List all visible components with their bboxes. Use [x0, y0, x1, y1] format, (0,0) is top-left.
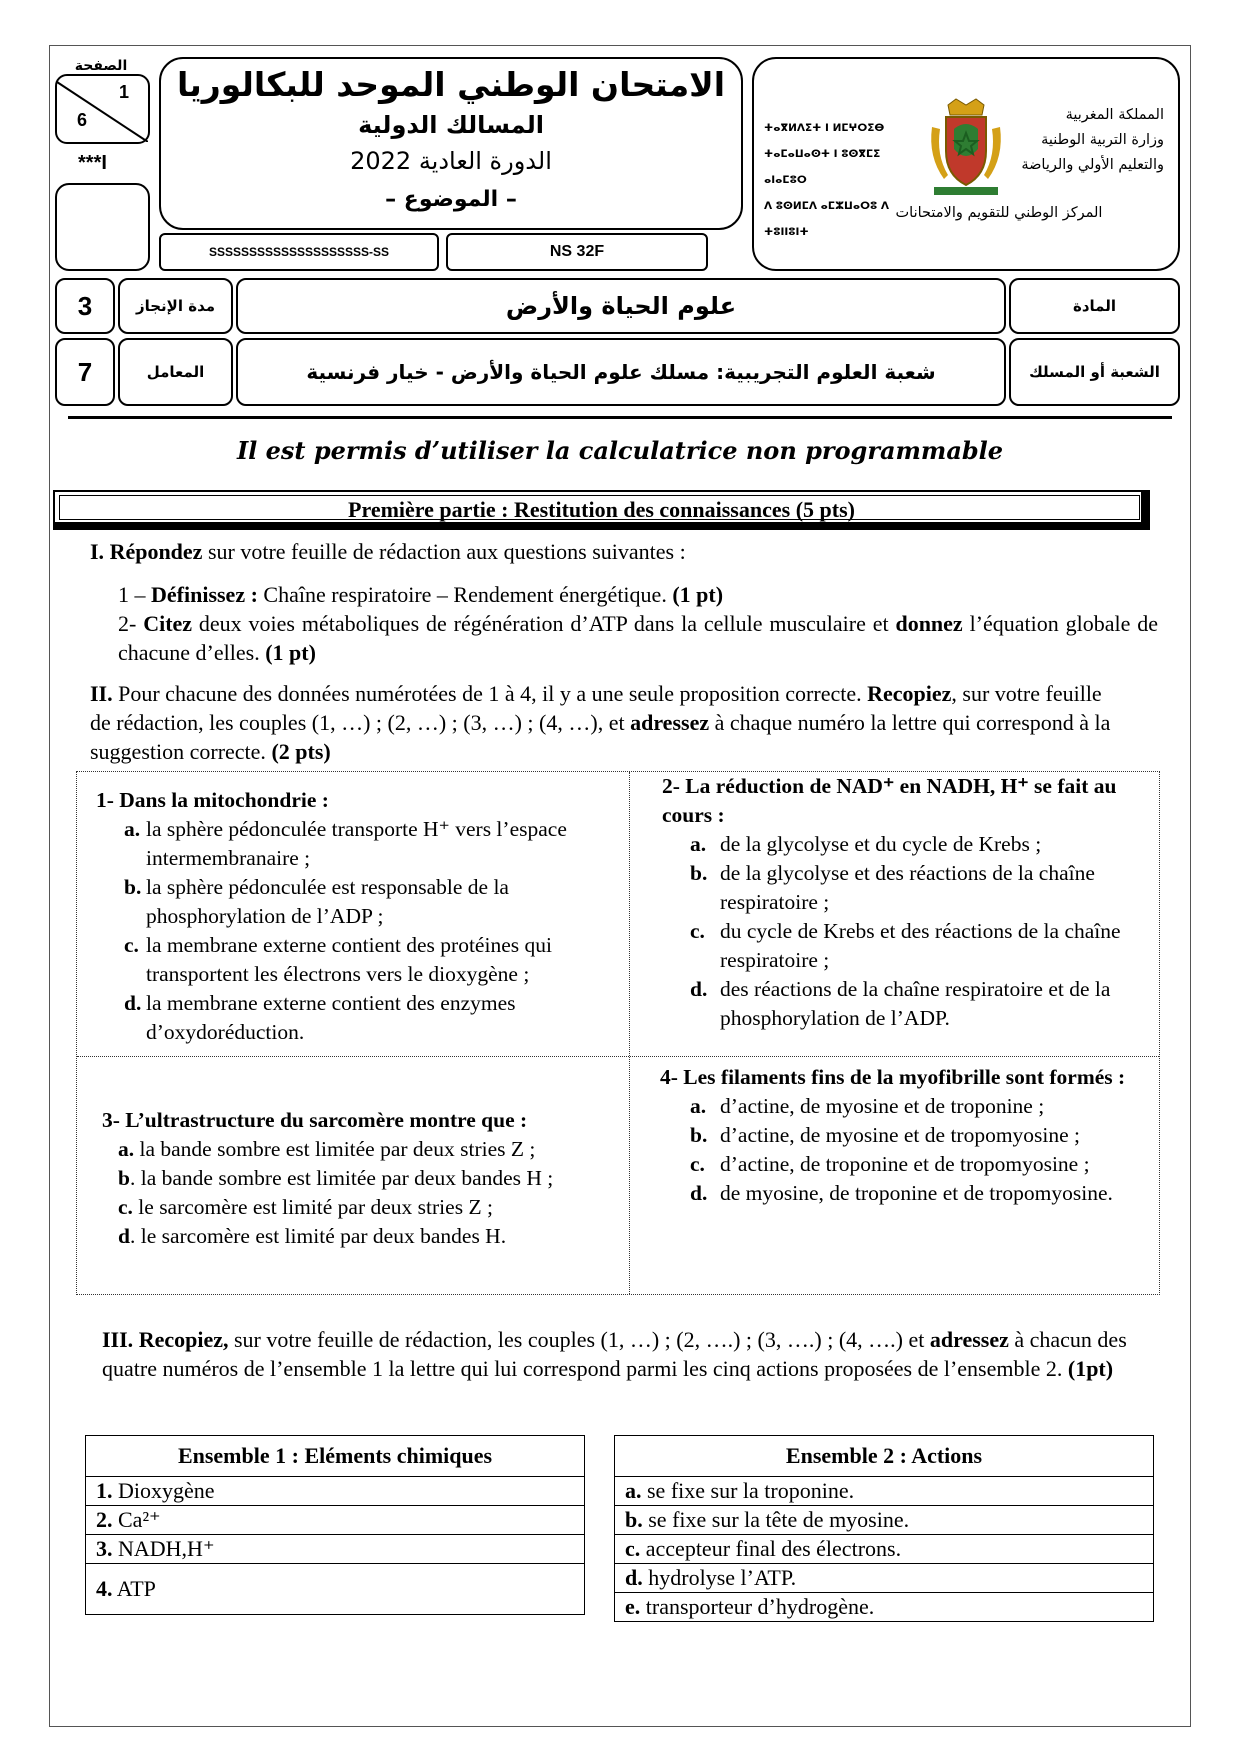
q2-intro: II. Pour chacune des données numérotées de 1 à 4, il y a une seule proposition correcte. Recopiez, sur votre feuille de rédaction, les couples (1, …) ; (2, …) ; (3, …) ; (4, …), et adressez à chaque numéro la lettre qui correspond à la suggestion correcte. (2 pts) — [90, 681, 1111, 764]
list-item: b. d’actine, de myosine et de tropomyosine ; — [690, 1123, 1081, 1147]
list-item: c. la membrane externe contient des protéines qui transportent les électrons vers le dioxygène ; — [124, 933, 552, 986]
list-item: c. d’actine, de troponine et de tropomyosine ; — [690, 1152, 1090, 1176]
q2-cell-1 — [96, 786, 626, 1047]
q2-cell-4-title: 4- Les filaments fins de la myofibrille sont formés : — [660, 1065, 1126, 1089]
q1-sub1: 1 – Définissez : Chaîne respiratoire – Rendement énergétique. (1 pt) — [118, 582, 724, 607]
q2-cell-2-title: 2- La réduction de NAD⁺ en NADH, H⁺ se fait au cours : — [662, 774, 1117, 827]
subject-name: علوم الحياة والأرض — [236, 278, 1006, 334]
ensemble-1-title: Ensemble 1 : Eléments chimiques — [86, 1436, 585, 1477]
list-item: b . la bande sombre est limitée par deux bandes H ; — [118, 1166, 554, 1190]
list-item: b. de la glycolyse et des réactions de la chaîne respiratoire ; — [690, 861, 1095, 914]
list-item: d. des réactions de la chaîne respiratoire et de la phosphorylation de l’ADP. — [690, 977, 1111, 1030]
q3-intro: III. Recopiez, sur votre feuille de rédaction, les couples (1, …) ; (2, ….) ; (3, ….) ; (4, ….) et adressez à chacun des quatre numéros de l’ensemble 1 la lettre qui lui correspond parmi les cinq actions proposées de l’ensemble 2. (1pt) — [102, 1327, 1127, 1381]
list-item: d. la membrane externe contient des enzymes d’oxydoréduction. — [124, 991, 516, 1044]
list-item: d . le sarcomère est limité par deux bandes H. — [118, 1224, 507, 1248]
code-left: SSSSSSSSSSSSSSSSSSSS-SS — [159, 233, 439, 271]
coef-value: 7 — [55, 338, 115, 406]
q2-cell-3-title: 3- L’ultrastructure du sarcomère montre que : — [102, 1108, 528, 1132]
table-row: d. hydrolyse l’ATP. — [615, 1564, 1154, 1593]
list-item: a. la sphère pédonculée transporte H⁺ vers l’espace intermembranaire ; — [124, 817, 567, 870]
ministry-box — [752, 57, 1180, 271]
stars-mark: ***I — [78, 152, 107, 174]
q1-intro: I. Répondez sur votre feuille de rédaction aux questions suivantes : — [90, 539, 686, 564]
q1-sub2: 2- Citez deux voies métaboliques de régénération d’ATP dans la cellule musculaire et donnez l’équation globale de chacune d’elles. (1 pt) — [118, 611, 1158, 665]
q2-cell-4 — [660, 1063, 1156, 1208]
exam-track: المسالك الدولية — [358, 111, 544, 139]
q2-cell-2 — [662, 772, 1156, 1033]
list-item: c. le sarcomère est limité par deux stries Z ; — [118, 1195, 493, 1219]
table-row: e. transporteur d’hydrogène. — [615, 1593, 1154, 1622]
code-right: NS 32F — [446, 233, 708, 271]
list-item: a. de la glycolyse et du cycle de Krebs ; — [690, 832, 1042, 856]
part1-title: Première partie : Restitution des connaissances (5 pts) — [348, 497, 855, 522]
list-item: b. la sphère pédonculée est responsable de la phosphorylation de l’ADP ; — [124, 875, 509, 928]
table-row: c. accepteur final des électrons. — [615, 1535, 1154, 1564]
header-divider — [68, 416, 1172, 419]
table-row: 2. Ca²⁺ — [86, 1506, 585, 1535]
subject-label: – الموضوع – — [385, 187, 517, 212]
list-item: c. du cycle de Krebs et des réactions de la chaîne respiratoire ; — [690, 919, 1121, 972]
duration-value: 3 — [55, 278, 115, 334]
q2-cell-1-title: 1- Dans la mitochondrie : — [96, 788, 329, 812]
stream-key: الشعبة أو المسلك — [1009, 338, 1180, 406]
ensemble-1-table — [85, 1435, 585, 1615]
table-row: b. se fixe sur la tête de myosine. — [615, 1506, 1154, 1535]
stream-name: شعبة العلوم التجريبية: مسلك علوم الحياة والأرض - خيار فرنسية — [236, 338, 1006, 406]
page-divider-line — [57, 76, 148, 142]
page-label: الصفحة — [74, 58, 128, 74]
page-number-box — [55, 74, 150, 144]
q2-cell-3 — [102, 1106, 636, 1251]
page-total: 6 — [77, 110, 88, 130]
table-row: 3. NADH,H⁺ — [86, 1535, 585, 1564]
ensemble-2-title: Ensemble 2 : Actions — [615, 1436, 1154, 1477]
table-row: a. se fixe sur la troponine. — [615, 1477, 1154, 1506]
exam-title: الامتحان الوطني الموحد للبكالوريا — [176, 65, 726, 104]
ensemble-2-table — [614, 1435, 1154, 1622]
duration-label: مدة الإنجاز — [118, 278, 233, 334]
list-item: a. d’actine, de myosine et de troponine ; — [690, 1094, 1045, 1118]
table-row: 1. Dioxygène — [86, 1477, 585, 1506]
ministry-tifinagh: ⵜⴰⴳⵍⴷⵉⵜ ⵏ ⵍⵎⵖⵔⵉⴱ ⵜⴰⵎⴰⵡⴰⵙⵜ ⵏ ⵓⵙⴳⵎⵉ ⴰⵏⴰⵎⵓⵔ ⴷ ⵓⵙⵍⵎⴷ ⴰⵎⵣⵡⴰⵔⵓ ⴷ ⵜⵓⵏⵏⵓⵏⵜ — [764, 122, 890, 238]
part1-title-frame — [53, 490, 1150, 530]
blank-box — [55, 183, 150, 271]
exam-session: الدورة العادية 2022 — [350, 147, 552, 175]
ministry-center: المركز الوطني للتقويم والامتحانات — [895, 205, 1103, 221]
list-item: a. la bande sombre est limitée par deux stries Z ; — [118, 1137, 536, 1161]
table-row: 4. ATP — [86, 1564, 585, 1615]
exam-title-box — [159, 57, 743, 230]
coef-label: المعامل — [118, 338, 233, 406]
calculator-note: Il est permis d’utiliser la calculatrice non programmable — [236, 436, 1004, 465]
subject-key: المادة — [1009, 278, 1180, 334]
list-item: d. de myosine, de troponine et de tropomyosine. — [690, 1181, 1113, 1205]
page-number: 1 — [119, 82, 130, 102]
ministry-arabic: المملكة المغربية وزارة التربية الوطنية والتعليم الأولي والرياضة — [1021, 107, 1164, 173]
